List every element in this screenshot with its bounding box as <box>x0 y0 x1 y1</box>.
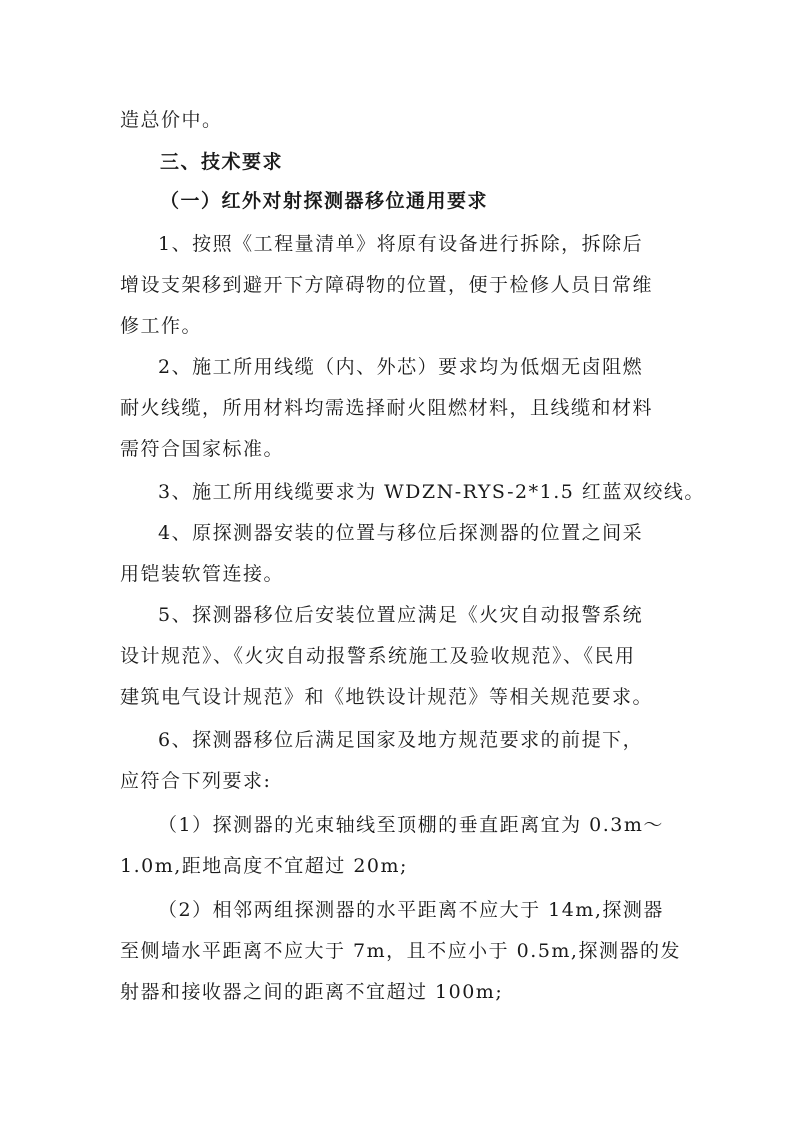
section-heading: 三、技术要求 <box>160 151 284 173</box>
paragraph-line: （1）探测器的光束轴线至顶棚的垂直距离宜为 0.3m～ <box>158 814 664 836</box>
paragraph-line: 3、施工所用线缆要求为 WDZN-RYS-2*1.5 红蓝双绞线。 <box>158 481 705 503</box>
paragraph-line: 用铠装软管连接。 <box>120 563 285 585</box>
paragraph-line: 6、探测器移位后满足国家及地方规范要求的前提下， <box>158 729 644 751</box>
paragraph-line: 5、探测器移位后安装位置应满足《火灾自动报警系统 <box>158 604 644 626</box>
paragraph-line: （2）相邻两组探测器的水平距离不应大于 14m,探测器 <box>158 899 664 921</box>
paragraph-line: 1、按照《工程量清单》将原有设备进行拆除，拆除后 <box>158 233 644 255</box>
paragraph-line: 至侧墙水平距离不应大于 7m，且不应小于 0.5m,探测器的发 <box>120 940 681 962</box>
paragraph-line: 1.0m,距地高度不宜超过 20m; <box>120 855 408 877</box>
paragraph-line: 造总价中。 <box>120 109 223 131</box>
paragraph-line: 建筑电气设计规范》和《地铁设计规范》等相关规范要求。 <box>120 686 654 708</box>
paragraph-line: 设计规范》、《火灾自动报警系统施工及验收规范》、《民用 <box>120 645 636 667</box>
paragraph-line: 应符合下列要求: <box>120 770 272 792</box>
paragraph-line: 射器和接收器之间的距离不宜超过 100m; <box>120 981 504 1003</box>
subsection-heading: （一）红外对射探测器移位通用要求 <box>160 190 489 212</box>
paragraph-line: 增设支架移到避开下方障碍物的位置，便于检修人员日常维 <box>120 274 654 296</box>
paragraph-line: 4、原探测器安装的位置与移位后探测器的位置之间采 <box>158 522 644 544</box>
paragraph-line: 耐火线缆，所用材料均需选择耐火阻燃材料，且线缆和材料 <box>120 397 654 419</box>
paragraph-line: 2、施工所用线缆（内、外芯）要求均为低烟无卤阻燃 <box>158 356 644 378</box>
paragraph-line: 需符合国家标准。 <box>120 438 285 460</box>
paragraph-line: 修工作。 <box>120 315 203 337</box>
